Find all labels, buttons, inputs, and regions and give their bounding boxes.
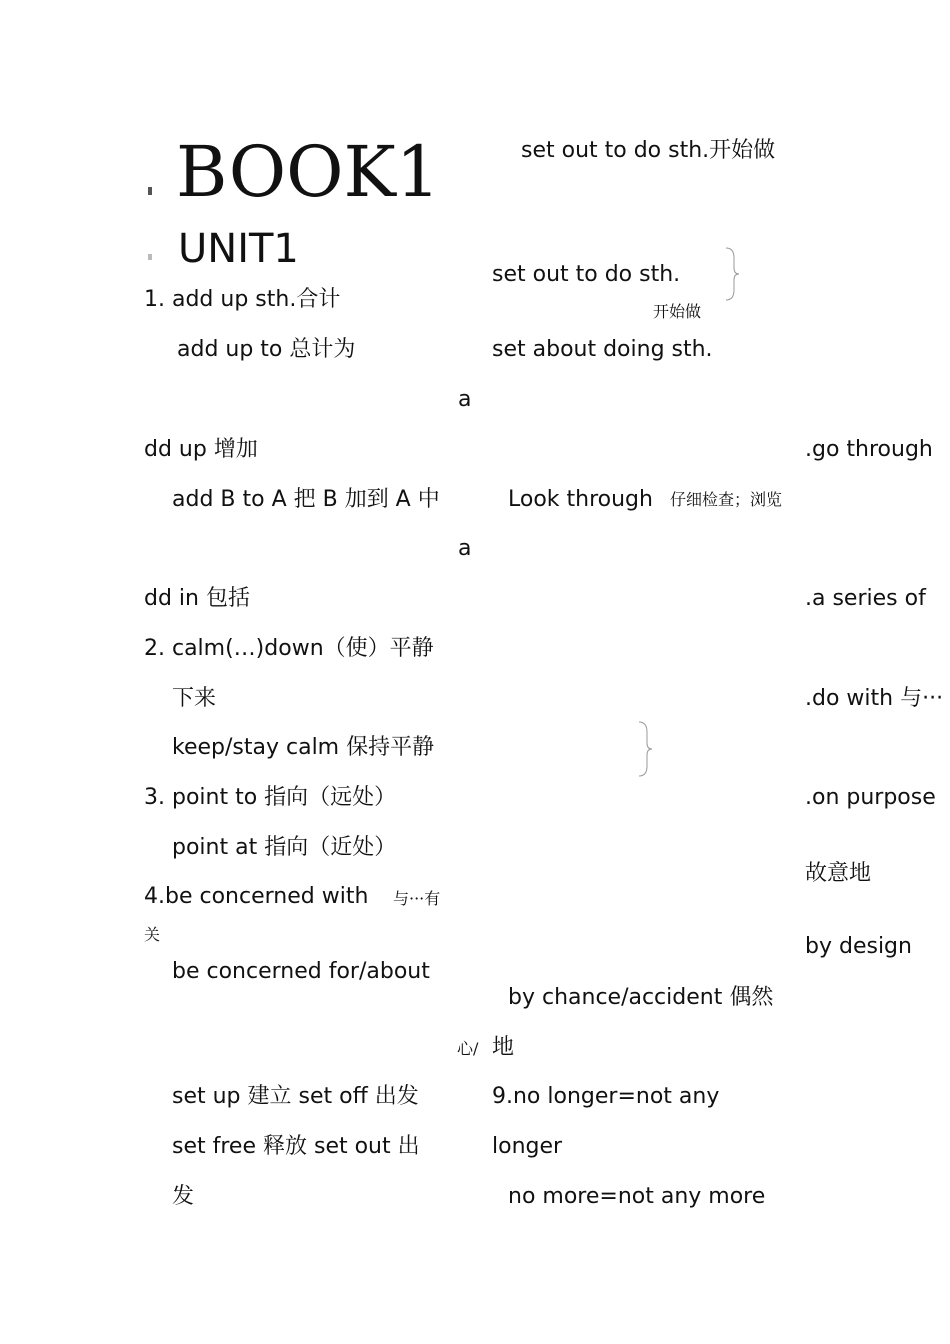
item-4-line-1-note: 与···有 — [393, 889, 441, 908]
item-2-line-3: keep/stay calm 保持平静 — [172, 735, 435, 760]
item-4-line-2: be concerned for/about — [172, 959, 430, 984]
middle-line-6: 地 — [492, 1035, 515, 1060]
item-5-line-2: set free 释放 set out 出 — [172, 1134, 420, 1159]
bullet-marker-icon — [146, 251, 154, 263]
item-4-line-1-wrap: 关 — [144, 925, 161, 944]
right-line-3: .do with 与··· — [805, 686, 944, 711]
right-line-2: .a series of — [805, 586, 926, 611]
unit-title: UNIT1 — [178, 226, 299, 272]
middle-line-1: set out to do sth.开始做 — [521, 138, 776, 163]
middle-line-2-note: 开始做 — [653, 302, 702, 321]
middle-line-4-note: 仔细检查；浏览 — [670, 490, 783, 509]
item-2-line-1: 2. calm(…)down（使）平静 — [144, 636, 434, 661]
right-line-6: by design — [805, 934, 912, 959]
middle-line-4: Look through — [508, 487, 653, 512]
right-line-4: .on purpose — [805, 785, 936, 810]
item-1-line-4: add B to A 把 B 加到 A 中 — [172, 487, 440, 512]
item-4-line-1: 4.be concerned with — [144, 884, 369, 909]
item-1-line-5: dd in 包括 — [144, 586, 250, 611]
item-2-line-2: 下来 — [172, 686, 217, 711]
middle-line-7: 9.no longer=not any — [492, 1084, 720, 1109]
right-brace-icon — [724, 246, 740, 302]
middle-line-5: by chance/accident 偶然 — [508, 985, 774, 1010]
item-4-line-3-note: 心/ — [457, 1039, 479, 1058]
right-line-5: 故意地 — [805, 861, 872, 886]
item-1-line-1: 1. add up sth.合计 — [144, 287, 341, 312]
bullet-marker-icon — [146, 185, 154, 197]
middle-line-3: set about doing sth. — [492, 337, 713, 362]
item-1-line-2: add up to 总计为 — [177, 337, 356, 362]
item-1-wrap-a: a — [458, 536, 472, 561]
item-1-wrap-a: a — [458, 387, 472, 412]
item-5-line-1: set up 建立 set off 出发 — [172, 1084, 419, 1109]
item-3-line-2: point at 指向（近处） — [172, 835, 397, 860]
item-5-line-3: 发 — [172, 1184, 195, 1209]
middle-line-8: longer — [492, 1134, 563, 1159]
middle-line-2: set out to do sth. — [492, 262, 681, 287]
middle-line-9: no more=not any more — [508, 1184, 766, 1209]
item-1-line-3: dd up 增加 — [144, 437, 258, 462]
book-title: BOOK1 — [176, 131, 441, 213]
right-brace-icon — [637, 720, 653, 778]
right-line-1: .go through — [805, 437, 933, 462]
item-3-line-1: 3. point to 指向（远处） — [144, 785, 397, 810]
